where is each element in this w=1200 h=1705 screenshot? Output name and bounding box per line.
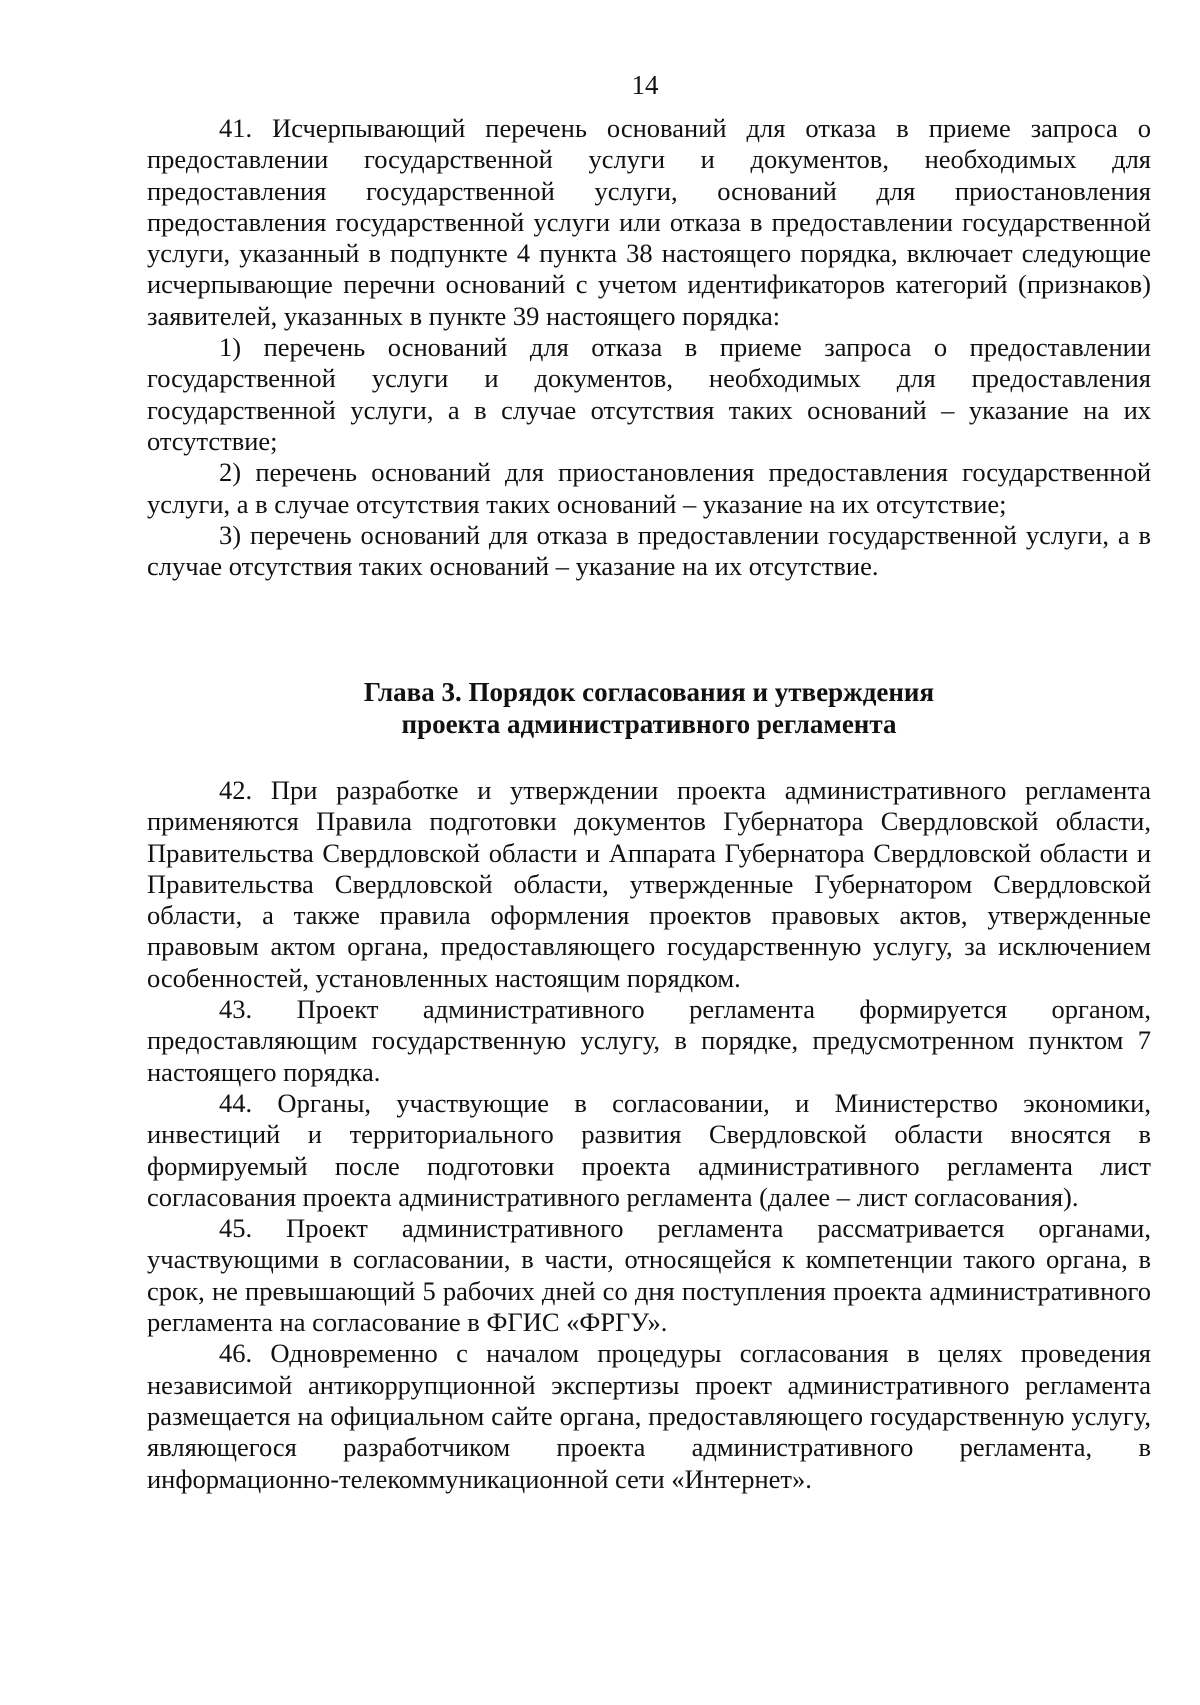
paragraph-42: 42. При разработке и утверждении проекта административного регламента применяются Правила подготовки документов Губернатора Свердловской области, Правительства Свердловской области и Аппарата Губернатора Свердловской области и Правительства Свердловской области, утвержденные Губернатором Свердловской области, а также правила оформления проектов правовых актов, утвержденные правовым актом органа, предоставляющего государственную услугу, за исключением особенностей, установленных настоящим порядком. (147, 775, 1151, 993)
paragraph-41: 41. Исчерпывающий перечень оснований для отказа в приеме запроса о предоставлении государственной услуги и документов, необходимых для предоставления государственной услуги, оснований для приостановления предоставления государственной услуги или отказа в предоставлении государственной услуги, указанный в подпункте 4 пункта 38 настоящего порядка, включает следующие исчерпывающие перечни оснований с учетом идентификаторов категорий (признаков) заявителей, указанных в пункте 39 настоящего порядка: (147, 113, 1151, 331)
list-item-2: 2) перечень оснований для приостановления предоставления государственной услуги, а в случае отсутствия таких оснований – указание на их отсутствие; (147, 457, 1151, 519)
section-41-text (147, 113, 1151, 582)
list-item-3: 3) перечень оснований для отказа в предоставлении государственной услуги, а в случае отсутствия таких оснований – указание на их отсутствие. (147, 519, 1151, 582)
paragraph-44: 44. Органы, участвующие в согласовании, и Министерство экономики, инвестиций и территориального развития Свердловской области вносятся в формируемый после подготовки проекта административного регламента лист согласования проекта административного регламента (далее – лист согласования). (147, 1087, 1151, 1212)
page-number: 14 (631, 70, 659, 100)
paragraph-46: 46. Одновременно с началом процедуры согласования в целях проведения независимой антикоррупционной экспертизы проект административного регламента размещается на официальном сайте органа, предоставляющего государственную услугу, являющегося разработчиком проекта административного регламента, в информационно-телекоммуникационной сети «Интернет». (147, 1338, 1151, 1494)
paragraph-45: 45. Проект административного регламента рассматривается органами, участвующими в согласовании, в части, относящейся к компетенции такого органа, в срок, не превышающий 5 рабочих дней со дня поступления проекта административного регламента на согласование в ФГИС «ФРГУ». (147, 1213, 1151, 1338)
chapter-heading (147, 676, 1151, 740)
chapter-3-text (147, 775, 1151, 1495)
list-item-1: 1) перечень оснований для отказа в приеме запроса о предоставлении государственной услуги и документов, необходимых для предоставления государственной услуги, а в случае отсутствия таких оснований – указание на их отсутствие; (147, 332, 1151, 456)
paragraph-43: 43. Проект административного регламента формируется органом, предоставляющим государственную услугу, в порядке, предусмотренном пунктом 7 настоящего порядка. (147, 994, 1151, 1087)
chapter-heading-line-1: Глава 3. Порядок согласования и утверждения (363, 677, 935, 707)
chapter-heading-line-2: проекта административного регламента (401, 709, 897, 739)
